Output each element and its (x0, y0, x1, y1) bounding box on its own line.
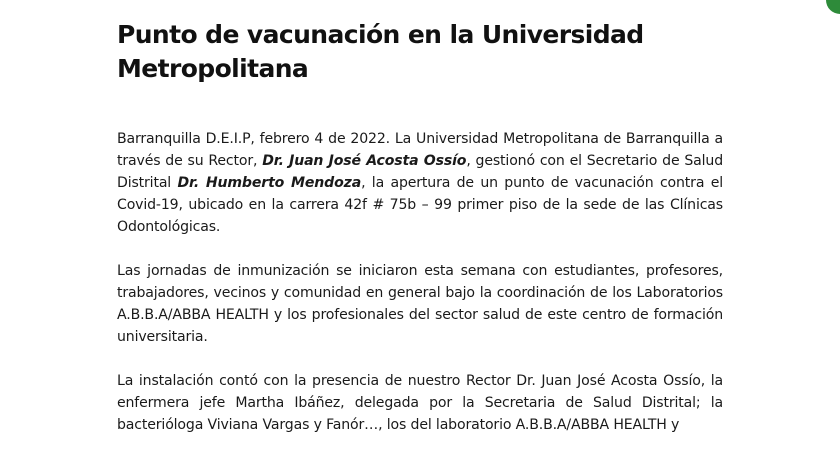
brand-corner-mark (826, 0, 840, 14)
document-body (117, 128, 723, 436)
paragraph-1-text-b: , gestionó con el Secretario de Salud Distrital (117, 153, 723, 191)
paragraph-1-text-c: , la apertura de un punto de vacunación contra el Covid-19, ubicado en la carrera 42f # 75b – 99 primer piso de la sede de las Clínicas Odontológicas. (117, 175, 724, 235)
secretary-name: Dr. Humberto Mendoza (177, 175, 362, 191)
paragraph-1-text-a: Barranquilla D.E.I.P, febrero 4 de 2022. La Universidad Metropolitana de Barranquilla a través de su Rector, (117, 131, 723, 169)
document-title: Punto de vacunación en la Universidad Metropolitana (117, 20, 644, 83)
paragraph-2: Las jornadas de inmunización se iniciaron esta semana con estudiantes, profesores, trabajadores, vecinos y comunidad en general bajo la coordinación de los Laboratorios A.B.B.A/ABBA HEALTH y los profesionales del sector salud de este centro de formación universitaria. (117, 263, 723, 345)
paragraph-3: La instalación contó con la presencia de nuestro Rector Dr. Juan José Acosta Ossío, la enfermera jefe Martha Ibáñez, delegada por la Secretaria de Salud Distrital; la bacterióloga Viviana Vargas y Fanór…, los del laboratorio A.B.B.A/ABBA HEALTH y (117, 373, 723, 433)
rector-name: Dr. Juan José Acosta Ossío (262, 153, 467, 169)
document-page (117, 18, 723, 458)
paragraph-1 (117, 128, 723, 238)
